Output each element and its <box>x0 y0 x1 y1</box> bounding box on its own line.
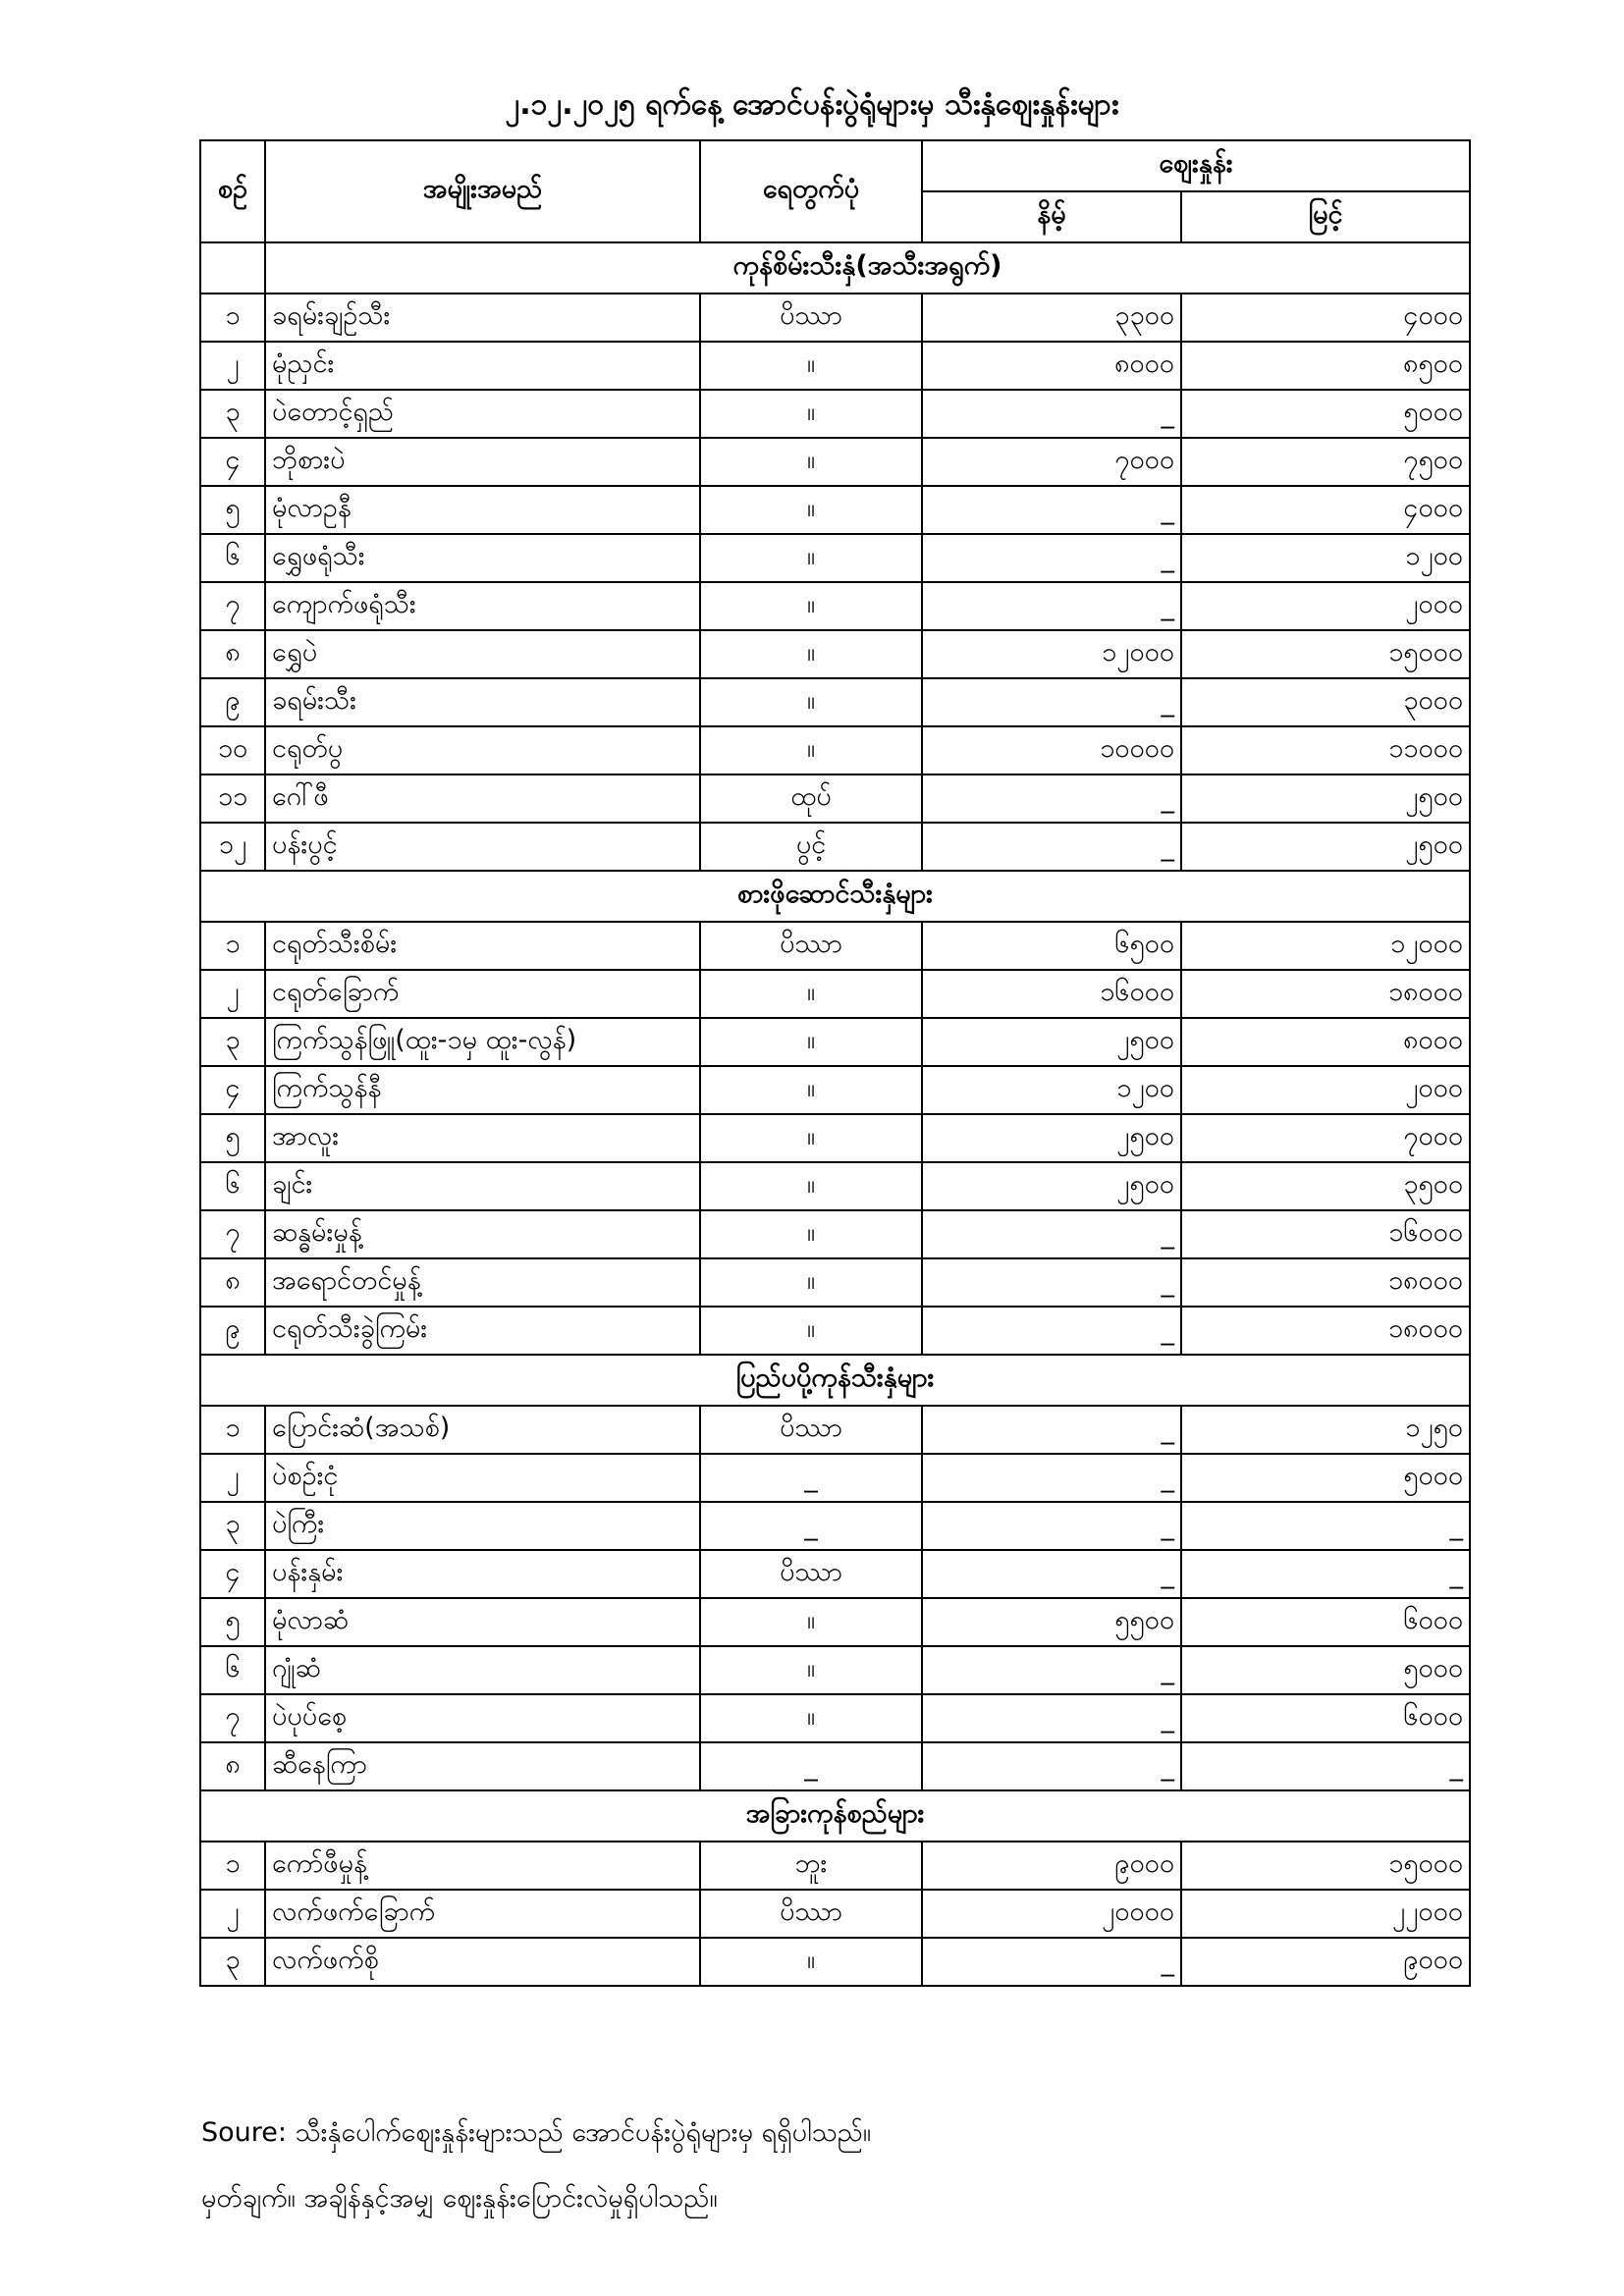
row-number: ၃ <box>200 1018 265 1066</box>
price-low: ၁၂၀၀ <box>922 1066 1181 1114</box>
item-unit: ။ <box>700 534 922 582</box>
price-low: _ <box>922 1938 1181 1986</box>
table-row <box>200 534 1470 582</box>
price-high: ၃၀၀၀ <box>1181 678 1470 726</box>
item-name: ပြောင်းဆံ(အသစ်) <box>265 1406 700 1454</box>
table-row <box>200 1646 1470 1694</box>
price-high: ၆၀၀၀ <box>1181 1694 1470 1742</box>
price-low: _ <box>922 1742 1181 1790</box>
item-unit: ။ <box>700 486 922 534</box>
table-row <box>200 1502 1470 1550</box>
item-name: မုံလာဆံ <box>265 1598 700 1646</box>
item-unit: ။ <box>700 630 922 678</box>
item-name: ဂေါ်ဖီ <box>265 774 700 823</box>
item-unit: ပိဿာ <box>700 922 922 970</box>
item-name: အရောင်တင်မှုန့် <box>265 1258 700 1307</box>
row-number: ၁ <box>200 1406 265 1454</box>
price-low: ၈၀၀၀ <box>922 342 1181 390</box>
header-name: အမျိုးအမည် <box>265 140 700 242</box>
price-high: ၄၀၀၀ <box>1181 486 1470 534</box>
price-high: ၃၅၀၀ <box>1181 1162 1470 1210</box>
item-unit: ။ <box>700 1114 922 1162</box>
item-name: ပန်းပွင့် <box>265 823 700 871</box>
table-row <box>200 1114 1470 1162</box>
row-number: ၃ <box>200 390 265 438</box>
item-unit: ။ <box>700 1938 922 1986</box>
price-high: ၇၀၀၀ <box>1181 1114 1470 1162</box>
row-number: ၆ <box>200 1646 265 1694</box>
price-high: ၆၀၀၀ <box>1181 1598 1470 1646</box>
item-name: ခရမ်းချဉ်သီး <box>265 294 700 342</box>
row-number: ၇ <box>200 582 265 630</box>
item-name: ခရမ်းသီး <box>265 678 700 726</box>
price-low: ၅၅၀၀ <box>922 1598 1181 1646</box>
table-row <box>200 1842 1470 1890</box>
price-low: _ <box>922 1307 1181 1355</box>
price-low: ၁၀၀၀၀ <box>922 726 1181 774</box>
table-row <box>200 1210 1470 1258</box>
price-high: ၈၅၀၀ <box>1181 342 1470 390</box>
item-name: ဆန္ဓမ်းမှုန့် <box>265 1210 700 1258</box>
section-title: ပြည်ပပို့ကုန်သီးနှံများ <box>200 1355 1470 1406</box>
item-unit: ပိဿာ <box>700 1890 922 1938</box>
row-number: ၅ <box>200 1114 265 1162</box>
table-row <box>200 1066 1470 1114</box>
table-row <box>200 294 1470 342</box>
header-low: နိမ့် <box>922 191 1181 242</box>
table-row <box>200 970 1470 1018</box>
price-low: ၁၂၀၀၀ <box>922 630 1181 678</box>
item-unit: ။ <box>700 438 922 486</box>
row-number: ၁ <box>200 922 265 970</box>
item-unit: ။ <box>700 1018 922 1066</box>
item-unit: ။ <box>700 1598 922 1646</box>
item-unit: ပိဿာ <box>700 294 922 342</box>
price-high: ၁၈၀၀၀ <box>1181 1307 1470 1355</box>
price-low: ၂၀၀၀၀ <box>922 1890 1181 1938</box>
price-low: _ <box>922 1406 1181 1454</box>
item-unit: ။ <box>700 1694 922 1742</box>
item-name: ငရုတ်သီးစိမ်း <box>265 922 700 970</box>
item-unit: ။ <box>700 678 922 726</box>
price-low: ၆၅၀၀ <box>922 922 1181 970</box>
item-unit: ။ <box>700 1307 922 1355</box>
table-row <box>200 1694 1470 1742</box>
table-row <box>200 390 1470 438</box>
price-high: ၅၀၀၀ <box>1181 1646 1470 1694</box>
item-unit: ။ <box>700 970 922 1018</box>
price-low: _ <box>922 486 1181 534</box>
row-number: ၁၀ <box>200 726 265 774</box>
table-row <box>200 1307 1470 1355</box>
item-unit: ။ <box>700 1258 922 1307</box>
price-low: _ <box>922 390 1181 438</box>
item-name: ကျောက်ဖရုံသီး <box>265 582 700 630</box>
row-number: ၆ <box>200 534 265 582</box>
item-name: ငရုတ်ပွ <box>265 726 700 774</box>
item-unit: _ <box>700 1502 922 1550</box>
item-unit: ။ <box>700 726 922 774</box>
item-name: ငရုတ်ခြောက် <box>265 970 700 1018</box>
item-name: ပဲပုပ်စေ့ <box>265 1694 700 1742</box>
item-name: ပဲကြီး <box>265 1502 700 1550</box>
item-unit: ပိဿာ <box>700 1406 922 1454</box>
item-unit: _ <box>700 1454 922 1502</box>
row-number: ၈ <box>200 1742 265 1790</box>
item-name: အာလူး <box>265 1114 700 1162</box>
remark-note: မှတ်ချက်။ အချိန်နှင့်အမျှ ဈေးနှုန်းပြောင်းလဲမှုရှိပါသည်။ <box>201 2183 718 2214</box>
item-name: မုံလာဥနီ <box>265 486 700 534</box>
row-number: ၇ <box>200 1694 265 1742</box>
price-low: ၃၃၀၀ <box>922 294 1181 342</box>
table-row <box>200 922 1470 970</box>
header-no: စဉ် <box>200 140 265 242</box>
section-header-row <box>200 1790 1470 1842</box>
row-number: ၉ <box>200 678 265 726</box>
item-name: မုံညှင်း <box>265 342 700 390</box>
price-high: ၄၀၀၀ <box>1181 294 1470 342</box>
price-high: ၁၁၀၀၀ <box>1181 726 1470 774</box>
row-number: ၃ <box>200 1938 265 1986</box>
price-low: _ <box>922 1550 1181 1598</box>
item-name: ကြက်သွန်နီ <box>265 1066 700 1114</box>
price-low: _ <box>922 1258 1181 1307</box>
price-low: ၂၅၀၀ <box>922 1162 1181 1210</box>
table-row <box>200 678 1470 726</box>
table-row <box>200 1018 1470 1066</box>
section-title: အခြားကုန်စည်များ <box>200 1790 1470 1842</box>
price-high: ၁၅၀၀၀ <box>1181 630 1470 678</box>
table-row <box>200 630 1470 678</box>
price-high: ၁၈၀၀၀ <box>1181 1258 1470 1307</box>
price-high: ၂၅၀၀ <box>1181 823 1470 871</box>
item-unit: ။ <box>700 1066 922 1114</box>
item-name: ပဲတောင့်ရှည် <box>265 390 700 438</box>
item-unit: ဘူး <box>700 1842 922 1890</box>
price-high: _ <box>1181 1550 1470 1598</box>
price-high: ၉၀၀၀ <box>1181 1938 1470 1986</box>
section-header-row <box>200 871 1470 922</box>
table-row <box>200 1890 1470 1938</box>
item-name: ရွှေဖရုံသီး <box>265 534 700 582</box>
section-title: စားဖိုဆောင်သီးနှံများ <box>200 871 1470 922</box>
item-unit: _ <box>700 1742 922 1790</box>
item-name: ရွှေပဲ <box>265 630 700 678</box>
section-blank-cell <box>200 242 265 294</box>
row-number: ၁၂ <box>200 823 265 871</box>
row-number: ၃ <box>200 1502 265 1550</box>
header-unit: ရေတွက်ပုံ <box>700 140 922 242</box>
item-name: လက်ဖက်ခြောက် <box>265 1890 700 1938</box>
item-name: ကော်ဖီမှုန့် <box>265 1842 700 1890</box>
item-name: ပဲစဥ်းငုံ <box>265 1454 700 1502</box>
price-high: _ <box>1181 1502 1470 1550</box>
item-name: ဆီနေကြာ <box>265 1742 700 1790</box>
price-high: ၂၂၀၀၀ <box>1181 1890 1470 1938</box>
row-number: ၄ <box>200 1550 265 1598</box>
source-note: Soure: သီးနှံပေါက်ဈေးနှုန်းများသည် အောင်ပန်းပွဲရုံများမှ ရရှိပါသည်။ <box>201 2117 872 2148</box>
row-number: ၁ <box>200 294 265 342</box>
item-name: ဘိုစားပဲ <box>265 438 700 486</box>
row-number: ၆ <box>200 1162 265 1210</box>
table-row <box>200 726 1470 774</box>
item-unit: ။ <box>700 582 922 630</box>
table-row <box>200 774 1470 823</box>
table-row <box>200 342 1470 390</box>
price-high: ၂၀၀၀ <box>1181 582 1470 630</box>
table-body <box>200 242 1470 1986</box>
row-number: ၉ <box>200 1307 265 1355</box>
price-low: _ <box>922 678 1181 726</box>
row-number: ၁၁ <box>200 774 265 823</box>
header-high: မြင့် <box>1181 191 1470 242</box>
row-number: ၂ <box>200 970 265 1018</box>
price-high: ၁၈၀၀၀ <box>1181 970 1470 1018</box>
row-number: ၇ <box>200 1210 265 1258</box>
header-price: ဈေးနှုန်း <box>922 140 1470 191</box>
price-low: ၁၆၀၀၀ <box>922 970 1181 1018</box>
row-number: ၅ <box>200 486 265 534</box>
section-title: ကုန်စိမ်းသီးနှံ(အသီးအရွက်) <box>265 242 1470 294</box>
price-low: _ <box>922 582 1181 630</box>
item-name: လက်ဖက်စို <box>265 1938 700 1986</box>
price-high: ၁၂၀၀ <box>1181 534 1470 582</box>
price-table <box>199 139 1471 1987</box>
item-name: ပန်းနှမ်း <box>265 1550 700 1598</box>
price-high: ၅၀၀၀ <box>1181 1454 1470 1502</box>
price-low: ၉၀၀၀ <box>922 1842 1181 1890</box>
price-high: ၇၅၀၀ <box>1181 438 1470 486</box>
price-high: ၈၀၀၀ <box>1181 1018 1470 1066</box>
row-number: ၂ <box>200 1454 265 1502</box>
item-name: ကြက်သွန်ဖြူ(ထူး-၁မှ ထူး-လွန်) <box>265 1018 700 1066</box>
row-number: ၁ <box>200 1842 265 1890</box>
price-low: _ <box>922 1694 1181 1742</box>
item-unit: ထုပ် <box>700 774 922 823</box>
price-high: ၁၂၅၀ <box>1181 1406 1470 1454</box>
price-high: ၂၅၀၀ <box>1181 774 1470 823</box>
item-unit: ။ <box>700 1646 922 1694</box>
price-low: _ <box>922 1210 1181 1258</box>
table-row <box>200 1598 1470 1646</box>
row-number: ၄ <box>200 1066 265 1114</box>
table-row <box>200 1550 1470 1598</box>
item-unit: ။ <box>700 1162 922 1210</box>
item-unit: ပိဿာ <box>700 1550 922 1598</box>
table-row <box>200 823 1470 871</box>
page-title: ၂.၁၂.၂၀၂၅ ရက်နေ့ အောင်ပန်းပွဲရုံများမှ သီးနှံဈေးနှုန်းများ <box>505 87 1119 122</box>
table-row <box>200 582 1470 630</box>
table-row <box>200 1258 1470 1307</box>
item-unit: ပွင့် <box>700 823 922 871</box>
price-high: ၂၀၀၀ <box>1181 1066 1470 1114</box>
table-row <box>200 1938 1470 1986</box>
item-unit: ။ <box>700 390 922 438</box>
price-high: _ <box>1181 1742 1470 1790</box>
price-low: _ <box>922 1502 1181 1550</box>
row-number: ၄ <box>200 438 265 486</box>
item-name: ချင်း <box>265 1162 700 1210</box>
section-header-row <box>200 242 1470 294</box>
item-name: ငရုတ်သီးခွဲကြမ်း <box>265 1307 700 1355</box>
table-row <box>200 1162 1470 1210</box>
table-row <box>200 1742 1470 1790</box>
price-low: ၂၅၀၀ <box>922 1018 1181 1066</box>
table-row <box>200 1406 1470 1454</box>
table-row <box>200 438 1470 486</box>
row-number: ၂ <box>200 342 265 390</box>
table-row <box>200 1454 1470 1502</box>
item-unit: ။ <box>700 342 922 390</box>
table-row <box>200 486 1470 534</box>
item-name: ဂျုံဆံ <box>265 1646 700 1694</box>
price-high: ၁၆၀၀၀ <box>1181 1210 1470 1258</box>
row-number: ၅ <box>200 1598 265 1646</box>
section-header-row <box>200 1355 1470 1406</box>
price-low: _ <box>922 774 1181 823</box>
price-low: _ <box>922 823 1181 871</box>
price-low: ၇၀၀၀ <box>922 438 1181 486</box>
price-high: ၁၅၀၀၀ <box>1181 1842 1470 1890</box>
price-high: ၅၀၀၀ <box>1181 390 1470 438</box>
item-unit: ။ <box>700 1210 922 1258</box>
price-low: ၂၅၀၀ <box>922 1114 1181 1162</box>
row-number: ၈ <box>200 1258 265 1307</box>
price-low: _ <box>922 534 1181 582</box>
price-low: _ <box>922 1646 1181 1694</box>
row-number: ၂ <box>200 1890 265 1938</box>
price-low: _ <box>922 1454 1181 1502</box>
price-high: ၁၂၀၀၀ <box>1181 922 1470 970</box>
row-number: ၈ <box>200 630 265 678</box>
